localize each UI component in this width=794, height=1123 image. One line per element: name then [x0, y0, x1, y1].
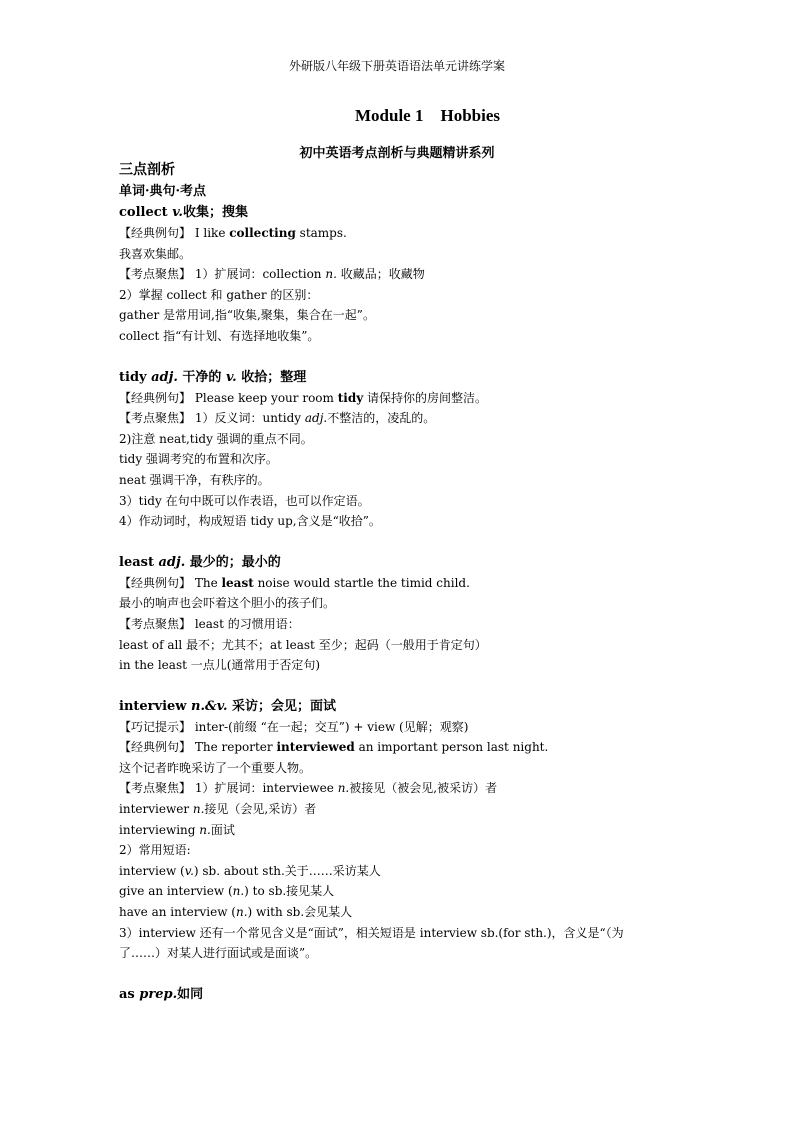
example-keyword: tidy	[337, 390, 364, 405]
entry-collect	[119, 202, 679, 223]
example-text: The reporter	[191, 740, 277, 755]
example-text: noise would startle the timid child.	[253, 575, 470, 590]
keypoint-text: interview (	[119, 863, 185, 878]
example-label: 【经典例句】	[119, 226, 192, 240]
example-keyword: least	[221, 575, 254, 590]
keypoint-label: 【考点聚焦】	[119, 267, 192, 282]
example-translation: 最小的响声也会吓着这个胆小的孩子们。	[119, 596, 336, 611]
keypoint-line	[119, 902, 679, 923]
keypoint-text: 接见（会见,采访）者	[204, 802, 317, 817]
keypoint-pos: n.	[232, 884, 245, 899]
entry-pos: n.&v.	[191, 698, 228, 714]
keypoint-text: ) with sb.会见某人	[247, 905, 353, 920]
keypoint-line: 3）tidy 在句中既可以作表语，也可以作定语。	[119, 493, 370, 508]
keypoint-line: 了……）对某人进行面试或是面谈”。	[119, 946, 318, 961]
keypoint-line	[119, 264, 679, 285]
entry-meaning: 收拾；整理	[236, 369, 307, 385]
keypoint-line: least of all 最不；尤其不；at least 至少；起码（一般用于肯定句）	[119, 637, 487, 652]
keypoint-line: 4）作动词时，构成短语 tidy up,含义是“收拾”。	[119, 514, 381, 529]
keypoint-pos: n.	[236, 905, 248, 920]
keypoint-pos: n.	[192, 802, 205, 817]
entry-word: interview	[119, 698, 191, 714]
entry-meaning: 收集；搜集	[182, 205, 248, 220]
entry-pos: v.	[225, 369, 237, 385]
keypoint-line	[119, 778, 679, 799]
keypoint-line	[119, 799, 679, 820]
entry-pos: adj.	[158, 554, 186, 570]
keypoint-line	[119, 861, 679, 882]
example-line	[119, 223, 679, 244]
keypoint-text: give an interview (	[119, 884, 233, 899]
content	[119, 160, 679, 1005]
entry-meaning: 如同	[177, 986, 204, 1002]
example-label: 【经典例句】	[119, 575, 192, 590]
keypoint-text: 1）扩展词：interviewee	[191, 781, 338, 796]
keypoint-text: interviewing	[119, 822, 200, 837]
keypoint-text: 面试	[210, 822, 235, 837]
keypoint-text: ) to sb.接见某人	[244, 884, 335, 899]
keypoint-pos: n.	[325, 267, 337, 282]
keypoint-line: 2)注意 neat,tidy 强调的重点不同。	[119, 431, 313, 446]
keypoint-text: 被接见（被会见,被采访）者	[349, 781, 498, 796]
example-text: The	[191, 575, 222, 590]
entry-pos: v.	[172, 205, 183, 220]
keypoint-pos: n.	[199, 822, 211, 837]
example-translation: 我喜欢集邮。	[119, 246, 192, 261]
example-keyword: collecting	[229, 226, 296, 240]
page-subtitle: 初中英语考点剖析与典题精讲系列	[299, 146, 495, 161]
keypoint-text: ) sb. about sth.关于……采访某人	[193, 863, 381, 878]
entry-pos: prep.	[139, 986, 178, 1002]
keypoint-line: collect 指“有计划、有选择地收集”。	[119, 328, 320, 343]
example-label: 【经典例句】	[119, 390, 192, 405]
keypoint-pos: adj.	[304, 411, 328, 426]
entry-word: as	[119, 986, 140, 1002]
keypoint-line: 2）掌握 collect 和 gather 的区别：	[119, 287, 319, 302]
example-line	[119, 573, 679, 594]
entry-tidy	[119, 367, 679, 388]
page-title: Module 1 Hobbies	[355, 106, 500, 125]
keypoint-text: least 的习惯用语：	[191, 616, 300, 631]
example-label: 【经典例句】	[119, 740, 192, 755]
example-text: stamps.	[295, 226, 347, 240]
page-header: 外研版八年级下册英语语法单元讲练学案	[288, 59, 505, 73]
entry-meaning: 最少的；最小的	[185, 554, 281, 570]
entry-meaning: 采访；会见；面试	[227, 698, 337, 714]
keypoint-line: 2）常用短语:	[119, 843, 191, 858]
keypoint-text: 收藏品；收藏物	[336, 267, 425, 282]
keypoint-line: in the least 一点儿(通常用于否定句)	[119, 658, 321, 673]
example-line	[119, 388, 679, 409]
example-keyword: interviewed	[276, 740, 355, 755]
tip-label: 【巧记提示】	[119, 719, 192, 734]
example-text: Please keep your room	[191, 390, 338, 405]
example-line	[119, 737, 679, 758]
keypoint-pos: n.	[337, 781, 350, 796]
entry-meaning: 干净的	[177, 369, 226, 385]
example-translation: 这个记者昨晚采访了一个重要人物。	[119, 760, 312, 775]
example-text: I like	[191, 226, 230, 240]
keypoint-line	[119, 614, 679, 635]
keypoint-text: 不整洁的，凌乱的。	[327, 411, 436, 426]
keypoint-text: interviewer	[119, 802, 193, 817]
keypoint-label: 【考点聚焦】	[119, 411, 192, 426]
subsection-heading: 单词·典句·考点	[119, 184, 207, 199]
keypoint-text: 1）扩展词：collection	[191, 267, 326, 282]
keypoint-label: 【考点聚焦】	[119, 616, 192, 631]
entry-word: least	[119, 554, 159, 570]
entry-interview	[119, 696, 679, 717]
keypoint-text: have an interview (	[119, 905, 236, 920]
entry-word: collect	[119, 205, 173, 220]
keypoint-line: neat 强调干净，有秩序的。	[119, 472, 270, 487]
entry-word: tidy	[119, 369, 152, 385]
example-text: an important person last night.	[354, 740, 549, 755]
entry-as	[119, 984, 679, 1005]
keypoint-line	[119, 408, 679, 429]
tip-text: inter-(前缀 “在一起；交互”) + view (见解；观察)	[191, 719, 469, 734]
keypoint-text: 1）反义词：untidy	[191, 411, 305, 426]
entry-pos: adj.	[151, 369, 178, 385]
entry-least	[119, 552, 679, 573]
keypoint-line: gather 是常用词,指“收集,聚集，集合在一起”。	[119, 308, 375, 323]
section-heading: 三点剖析	[119, 162, 175, 178]
keypoint-label: 【考点聚焦】	[119, 781, 192, 796]
tip-line	[119, 717, 679, 738]
keypoint-line: tidy 强调考究的布置和次序。	[119, 452, 278, 467]
keypoint-line	[119, 820, 679, 841]
example-text: 请保持你的房间整洁。	[363, 390, 488, 405]
keypoint-pos: v.	[184, 863, 194, 878]
keypoint-line	[119, 881, 679, 902]
keypoint-line: 3）interview 还有一个常见含义是“面试”，相关短语是 interview sb.(for sth.)，含义是“（为	[119, 925, 624, 940]
